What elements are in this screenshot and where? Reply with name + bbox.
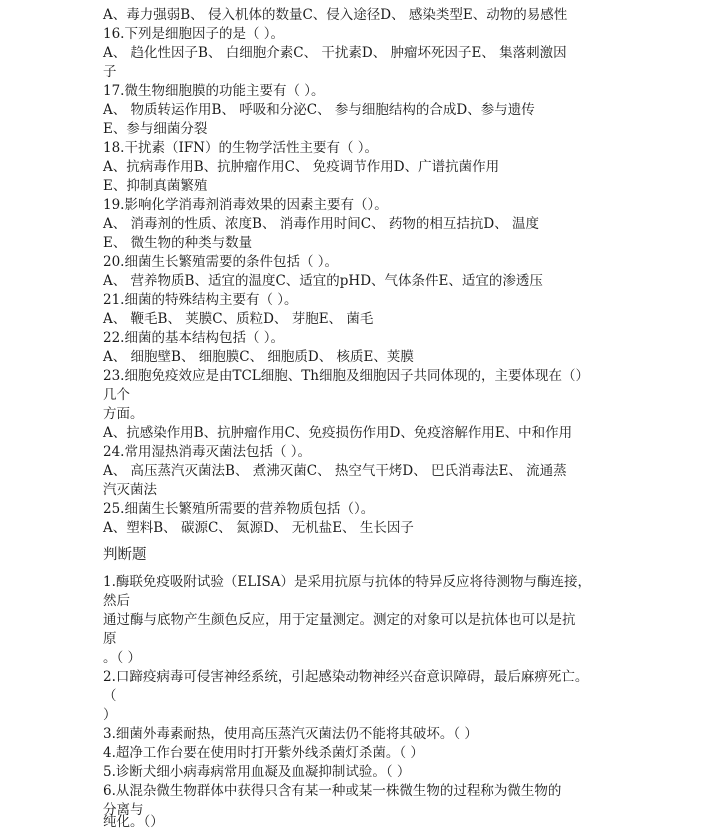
text-line: 通过酶与底物产生颜色反应，用于定量测定。测定的对象可以是抗体也可以是抗 [103,612,576,628]
question-22: 22.细菌的基本结构包括（ ）。 [103,330,285,346]
question-21: 21.细菌的特殊结构主要有（ ）。 [103,292,298,308]
text-line: A、 鞭毛B、 荚膜C、质粒D、 芽胞E、 菌毛 [103,311,374,327]
text-line: A、 细胞壁B、 细胞膜C、 细胞质D、 核质E、荚膜 [103,349,414,365]
question-16: 16.下列是细胞因子的是（ ）。 [103,26,285,42]
question-17: 17.微生物细胞膜的功能主要有（ ）。 [103,83,325,99]
text-line: 原 [103,631,117,647]
judgment-5: 5.诊断犬细小病毒病常用血凝及血凝抑制试验。（ ） [103,764,411,780]
question-25: 25.细菌生长繁殖所需要的营养物质包括（）。 [103,501,375,517]
judgment-2: 2.口蹄疫病毒可侵害神经系统，引起感染动物神经兴奋意识障碍，最后麻痹死亡。 [103,669,589,685]
text-line: A、 物质转运作用B、 呼吸和分泌C、 参与细胞结构的合成D、参与遗传 [103,102,535,118]
text-line: 分离与 [103,802,144,818]
text-line: 方面。 [103,406,144,422]
judgment-6: 6.从混杂微生物群体中获得只含有某一种或某一株微生物的过程称为微生物的 [103,783,562,799]
text-line: A、 趋化性因子B、 白细胞介素C、 干扰素D、 肿瘤坏死因子E、 集落刺激因 [103,45,567,61]
text-line: 子 [103,64,117,80]
text-line: 汽灭菌法 [103,482,157,498]
text-line: ） [103,707,117,723]
text-line: A、 高压蒸汽灭菌法B、 煮沸灭菌C、 热空气干烤D、 巴氏消毒法E、 流通蒸 [103,463,567,479]
question-23: 23.细胞免疫效应是由TCL细胞、Th细胞及细胞因子共同体现的，主要体现在（） [103,368,589,384]
text-line: A、毒力强弱B、 侵入机体的数量C、侵入途径D、 感染类型E、动物的易感性 [103,7,568,23]
text-line: E、抑制真菌繁殖 [103,178,208,194]
judgment-1: 1.酶联免疫吸附试验（ELISA）是采用抗原与抗体的特异反应将待测物与酶连接， [103,574,592,590]
text-line: A、塑料B、 碳源C、 氮源D、 无机盐E、 生长因子 [103,520,414,536]
text-line: A、 消毒剂的性质、浓度B、 消毒作用时间C、 药物的相互拮抗D、 温度 [103,216,539,232]
text-line: （ [103,688,117,704]
question-24: 24.常用湿热消毒灭菌法包括（ ）。 [103,444,312,460]
text-line: 然后 [103,593,130,609]
text-line: 纯化。（） [103,814,164,830]
text-line: E、 微生物的种类与数量 [103,235,253,251]
section-title: 判断题 [103,547,147,563]
judgment-3: 3.细菌外毒素耐热，使用高压蒸汽灭菌法仍不能将其破坏。（ ） [103,726,478,742]
text-line: A、 营养物质B、适宜的温度C、适宜的pHD、气体条件E、适宜的渗透压 [103,273,543,289]
text-line: A、抗感染作用B、抗肿瘤作用C、免疫损伤作用D、免疫溶解作用E、中和作用 [103,425,573,441]
text-line: A、抗病毒作用B、抗肿瘤作用C、 免疫调节作用D、广谱抗菌作用 [103,159,500,175]
judgment-4: 4.超净工作台要在使用时打开紫外线杀菌灯杀菌。（ ） [103,745,424,761]
text-line: 。（ ） [103,650,142,666]
question-19: 19.影响化学消毒剂消毒效果的因素主要有（）。 [103,197,388,213]
question-18: 18.干扰素（IFN）的生物学活性主要有（ ）。 [103,140,379,156]
text-line: 几个 [103,387,130,403]
question-20: 20.细菌生长繁殖需要的条件包括（ ）。 [103,254,339,270]
text-line: E、参与细菌分裂 [103,121,208,137]
